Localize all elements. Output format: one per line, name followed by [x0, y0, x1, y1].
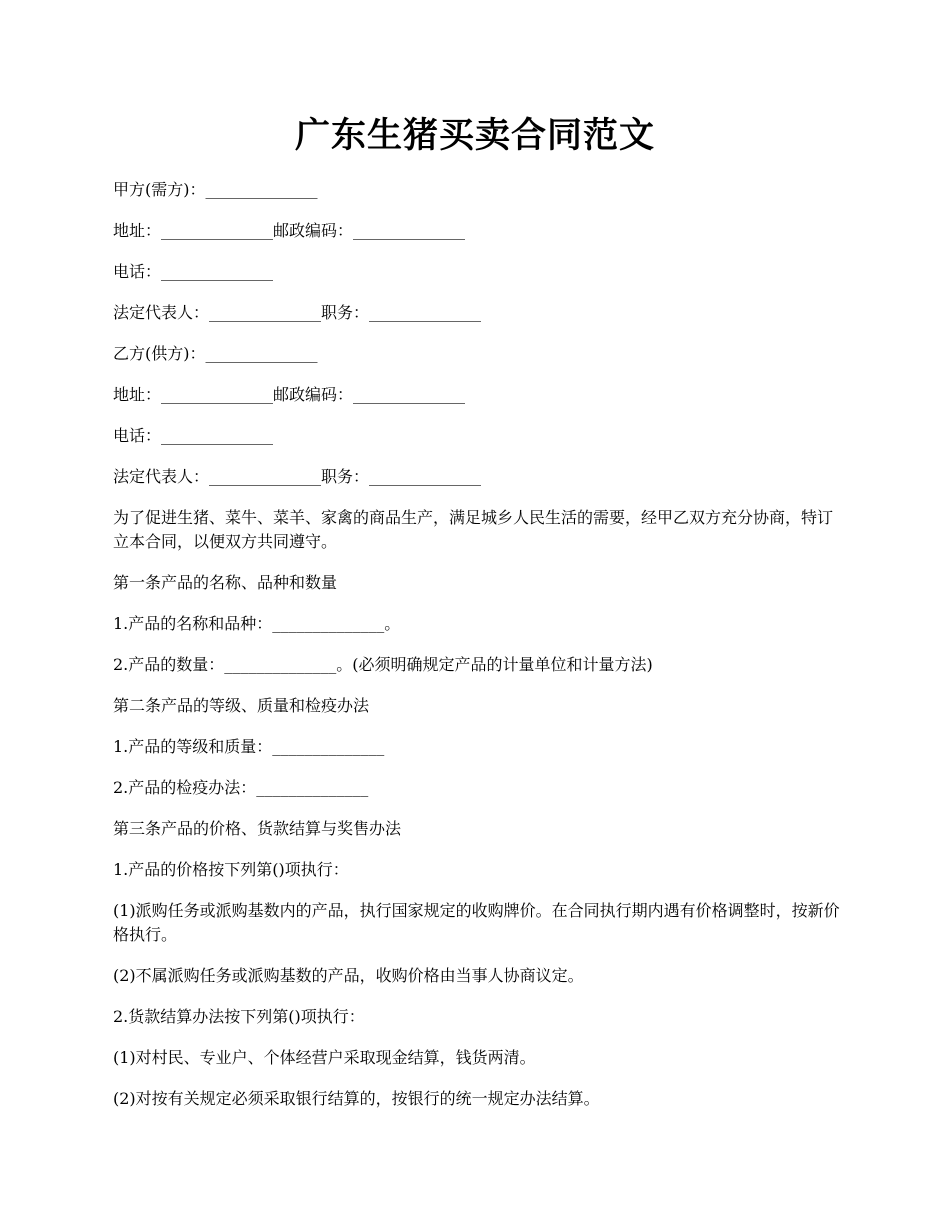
article-3-item-2: 2.货款结算办法按下列第()项执行：	[113, 1007, 365, 1026]
article-2-heading: 第二条产品的等级、质量和检疫办法	[113, 696, 370, 715]
document-title: 广东生猪买卖合同范文	[294, 115, 655, 156]
article-3-item-1-option-2: (2)不属派购任务或派购基数的产品，收购价格由当事人协商议定。	[113, 966, 584, 985]
party-b-phone-line: 电话：______________	[113, 426, 274, 445]
article-3-heading: 第三条产品的价格、货款结算与奖售办法	[113, 819, 402, 838]
article-3-item-2-option-2: (2)对按有关规定必须采取银行结算的，按银行的统一规定办法结算。	[113, 1089, 600, 1108]
article-1-item-2: 2.产品的数量：______________。(必须明确规定产品的计量单位和计量方法)	[113, 655, 653, 674]
party-b-name-line: 乙方(供方)：______________	[113, 344, 318, 363]
party-b-representative-line: 法定代表人：______________职务：______________	[113, 467, 482, 486]
article-2-item-1: 1.产品的等级和质量：______________	[113, 737, 385, 756]
document-body	[113, 178, 843, 1128]
party-a-representative-line: 法定代表人：______________职务：______________	[113, 303, 482, 322]
party-a-phone-line: 电话：______________	[113, 262, 274, 281]
article-2-item-2: 2.产品的检疫办法：______________	[113, 778, 369, 797]
article-3-item-1: 1.产品的价格按下列第()项执行：	[113, 860, 349, 879]
article-3-item-1-option-1: (1)派购任务或派购基数内的产品，执行国家规定的收购牌价。在合同执行期内遇有价格调整时，按新价格执行。	[113, 901, 840, 944]
party-a-name-line: 甲方(需方)：______________	[113, 180, 318, 199]
article-1-item-1: 1.产品的名称和品种：______________。	[113, 614, 401, 633]
party-a-address-line: 地址：______________邮政编码：______________	[113, 221, 466, 240]
party-b-address-line: 地址：______________邮政编码：______________	[113, 385, 466, 404]
preamble-paragraph: 为了促进生猪、菜牛、菜羊、家禽的商品生产，满足城乡人民生活的需要，经甲乙双方充分协商，特订立本合同，以便双方共同遵守。	[113, 508, 834, 551]
article-1-heading: 第一条产品的名称、品种和数量	[113, 573, 338, 592]
article-3-item-2-option-1: (1)对村民、专业户、个体经营户采取现金结算，钱货两清。	[113, 1048, 536, 1067]
